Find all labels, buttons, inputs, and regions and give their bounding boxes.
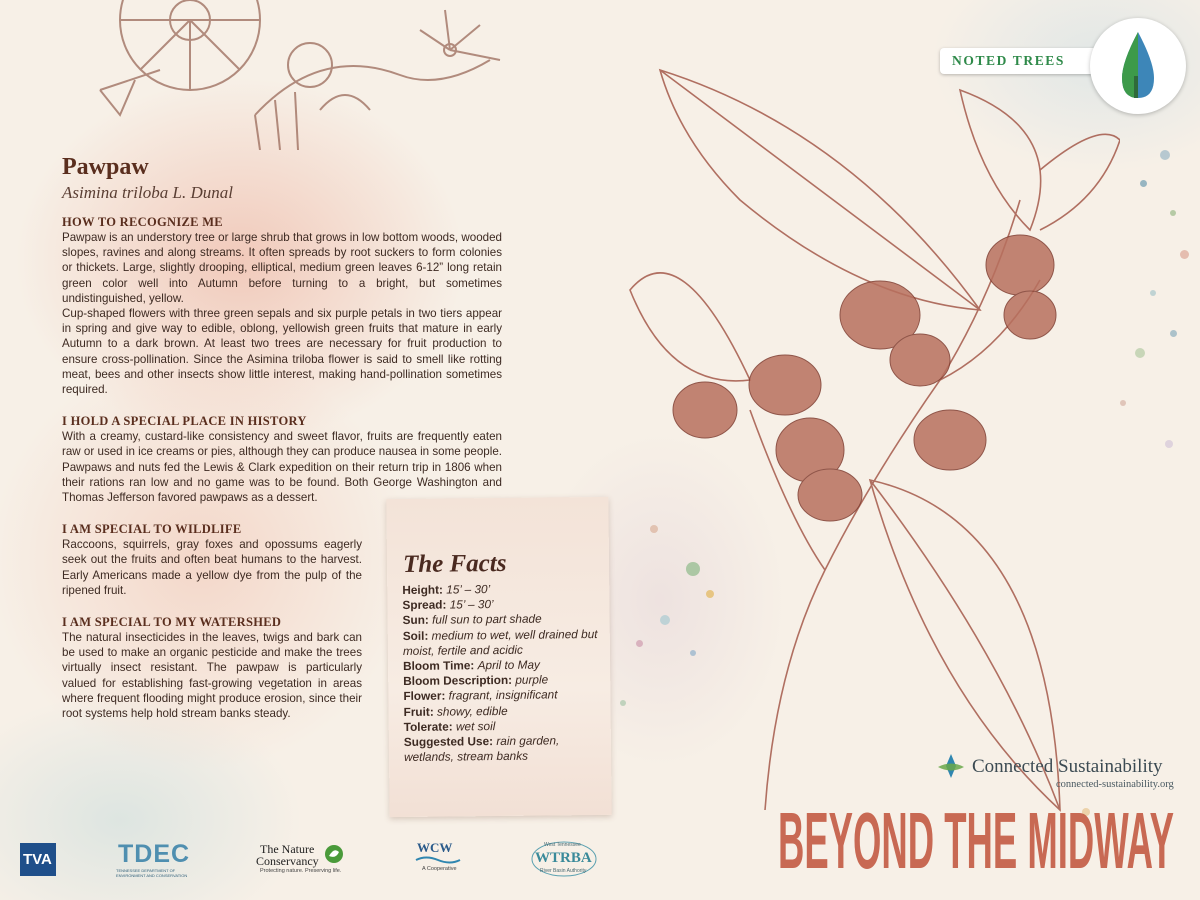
- fact-item: Fruit: showy, edible: [403, 703, 508, 719]
- tree-drop-logo: [1090, 18, 1186, 114]
- scientific-name: Asimina triloba L. Dunal: [62, 183, 233, 202]
- section-paragraph: Pawpaw is an understory tree or large shrub that grows in low bottom woods, wooded slopes, ravines and along streams. It often spreads by root suckers to form colonies or thickets. Large, slightly drooping, elliptical, medium green leaves 6-12” long retain green color well into Autumn before turning to a bright, but sometimes undistinguished, yellow.: [62, 231, 502, 305]
- tnc-line2: Conservancy: [256, 854, 319, 868]
- tva-label: TVA: [23, 851, 52, 868]
- section-paragraph: The natural insecticides in the leaves, twigs and bark can be used to make an organic pesticide and make the trees virtually insect resistant. The pawpaw is particularly valued for establishing fast-growing vegetation in areas where frequent flooding might produce erosion, since their root systems help hold stream banks steady.: [62, 631, 362, 721]
- fact-item: Bloom Description: purple: [403, 672, 549, 689]
- tree-drop-icon: [1090, 18, 1186, 114]
- wtrba-top: West Tennessee: [544, 842, 581, 848]
- tdec-logo: [116, 842, 196, 878]
- facts-card: [386, 497, 611, 817]
- tdec-sub: TENNESSEE DEPARTMENT OF ENVIRONMENT AND CONSERVATION: [116, 868, 188, 878]
- nature-conservancy-logo: [256, 840, 356, 880]
- tva-logo: [20, 843, 56, 876]
- carnival-illustration: [40, 0, 540, 150]
- section-watershed: [62, 615, 362, 721]
- facts-list: [402, 581, 604, 766]
- cs-url: connected-sustainability.org: [1056, 779, 1174, 790]
- section-wildlife: [62, 522, 362, 598]
- wcw-logo: [414, 840, 462, 876]
- tnc-tagline: Protecting nature. Preserving life.: [260, 868, 342, 874]
- tnc-line1: The Nature: [260, 842, 315, 856]
- fact-item: Bloom Time: April to May: [403, 657, 540, 674]
- wcw-sub: A Cooperative: [422, 866, 457, 872]
- wtrba-logo: [530, 840, 598, 878]
- wcw-label: WCW: [417, 840, 453, 855]
- cs-name: Connected Sustainability: [972, 756, 1163, 777]
- wtrba-label: WTRBA: [535, 850, 592, 866]
- series-title-text: BEYOND THE MIDWAY: [778, 796, 1174, 880]
- section-heading: I AM SPECIAL TO WILDLIFE: [62, 522, 242, 537]
- section-heading: HOW TO RECOGNIZE ME: [62, 215, 223, 229]
- series-title: [776, 790, 1176, 880]
- pawpaw-botanical-illustration: [600, 50, 1120, 840]
- fact-item: Soil: medium to wet, well drained but moist, fertile and acidic: [402, 626, 598, 658]
- section-heading: I HOLD A SPECIAL PLACE IN HISTORY: [62, 414, 307, 429]
- fact-item: Flower: fragrant, insignificant: [403, 687, 558, 704]
- fact-item: Tolerate: wet soil: [403, 718, 496, 734]
- section-heading: I AM SPECIAL TO MY WATERSHED: [62, 615, 282, 630]
- wcw-wave-icon: [414, 855, 462, 865]
- fact-item: Spread: 15’ – 30’: [402, 597, 494, 613]
- wtrba-bottom: River Basin Authority: [540, 868, 587, 874]
- fact-item: Suggested Use: rain garden, wetlands, stream banks: [403, 733, 560, 765]
- tdec-label: TDEC: [118, 840, 191, 868]
- page-title: Pawpaw: [62, 154, 149, 180]
- section-paragraph: Raccoons, squirrels, gray foxes and opossums eagerly seek out the fruits and often beat humans to the harvest. Early Americans made a yellow dye from the pulp of the ripened fruit.: [62, 538, 362, 597]
- section-history: [62, 414, 502, 505]
- fact-item: Height: 15’ – 30’: [402, 582, 491, 598]
- fact-item: Sun: full sun to part shade: [402, 611, 542, 628]
- tnc-leaf-icon: [324, 844, 344, 864]
- section-paragraph: With a creamy, custard-like consistency and sweet flavor, fruits are frequently eaten raw or used in ice creams or pies, although they can produce nausea in some people. Pawpaws and nuts fed the Lewis & Clark expedition on their return trip in 1806 when their rations ran low and no game was to be found. Both George Washington and Thomas Jefferson favored pawpaws as a dessert.: [62, 430, 502, 505]
- badge-label: NOTED TREES: [952, 53, 1066, 68]
- cs-icon: [936, 752, 966, 782]
- noted-trees-badge: [940, 48, 1110, 74]
- section-recognize: [62, 215, 502, 397]
- facts-title: The Facts: [402, 549, 507, 578]
- section-paragraph: Cup-shaped flowers with three green sepals and six purple petals in two tiers appear in spring and give way to edible, oblong, yellowish green fruits that mature in early Autumn to a dark brown. At least two trees are necessary for fruit production to ensure cross-pollination. Since the Asimina triloba flower is said to smell like rotting meat, bees and other insects show little interest, making hand-pollination sometimes required.: [62, 307, 502, 397]
